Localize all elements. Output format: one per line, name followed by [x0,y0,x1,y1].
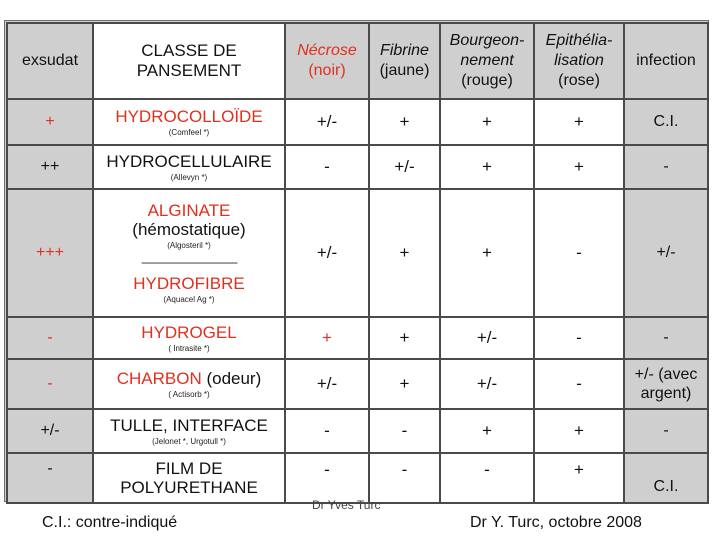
infection-cell: C.I. [624,99,708,145]
fibrine-cell: + [369,359,440,409]
necrose-cell: +/- [285,189,369,317]
infection-cell: +/- [624,189,708,317]
infection-cell: - [624,317,708,359]
bourgeonnement-cell: +/- [440,317,534,359]
exsudat-cell: - [7,453,93,503]
dressing-cell: ALGINATE (hémostatique) (Algosteril *) -------------------------------- HYDROFIBRE (Aquacel Ag *) [93,189,285,317]
epithelialisation-cell: - [534,317,624,359]
exsudat-cell: + [7,99,93,145]
fibrine-cell: + [369,189,440,317]
epithelialisation-cell: + [534,453,624,503]
dressing-cell: CHARBON (odeur) ( Actisorb *) [93,359,285,409]
dressing-cell: TULLE, INTERFACE (Jelonet *, Urgotull *) [93,409,285,453]
exsudat-cell: +/- [7,409,93,453]
fibrine-cell: +/- [369,145,440,189]
bourgeonnement-cell: +/- [440,359,534,409]
header-epithelialisation: Epithélia- lisation (rose) [534,23,624,99]
exsudat-cell: ++ [7,145,93,189]
dressing-cell: HYDROCELLULAIRE (Allevyn *) [93,145,285,189]
infection-cell: - [624,409,708,453]
header-classe: CLASSE DE PANSEMENT [93,23,285,99]
fibrine-cell: + [369,99,440,145]
watermark: Dr Yves Turc [312,498,381,512]
necrose-cell: - [285,409,369,453]
bourgeonnement-cell: + [440,99,534,145]
infection-cell: C.I. [624,453,708,503]
dressing-cell: FILM DE POLYURETHANE [93,453,285,503]
header-necrose: Nécrose (noir) [285,23,369,99]
header-bourgeonnement: Bourgeon- nement (rouge) [440,23,534,99]
table-row [7,189,708,317]
fibrine-cell: - [369,453,440,503]
exsudat-cell: - [7,317,93,359]
epithelialisation-cell: + [534,99,624,145]
legend-note: C.I.: contre-indiqué [42,514,178,531]
header-row [7,23,708,99]
bourgeonnement-cell: + [440,145,534,189]
table-row [7,145,708,189]
dressing-table [6,22,709,504]
epithelialisation-cell: - [534,359,624,409]
fibrine-cell: - [369,409,440,453]
bourgeonnement-cell: + [440,189,534,317]
dressing-cell: HYDROGEL ( Intrasite *) [93,317,285,359]
header-exsudat: exsudat [7,23,93,99]
epithelialisation-cell: + [534,145,624,189]
necrose-cell: - [285,145,369,189]
table-row [7,359,708,409]
exsudat-cell: +++ [7,189,93,317]
necrose-cell: + [285,317,369,359]
exsudat-cell: - [7,359,93,409]
necrose-cell: +/- [285,99,369,145]
header-fibrine: Fibrine (jaune) [369,23,440,99]
bourgeonnement-cell: - [440,453,534,503]
table-row [7,317,708,359]
infection-cell: - [624,145,708,189]
necrose-cell: - [285,453,369,503]
author-credit: Dr Y. Turc, octobre 2008 [470,514,642,531]
dressing-cell: HYDROCOLLOÏDE (Comfeel *) [93,99,285,145]
fibrine-cell: + [369,317,440,359]
epithelialisation-cell: - [534,189,624,317]
epithelialisation-cell: + [534,409,624,453]
table-row [7,99,708,145]
table-row [7,409,708,453]
infection-cell: +/- (avec argent) [624,359,708,409]
header-infection: infection [624,23,708,99]
necrose-cell: +/- [285,359,369,409]
table-row [7,453,708,503]
bourgeonnement-cell: + [440,409,534,453]
